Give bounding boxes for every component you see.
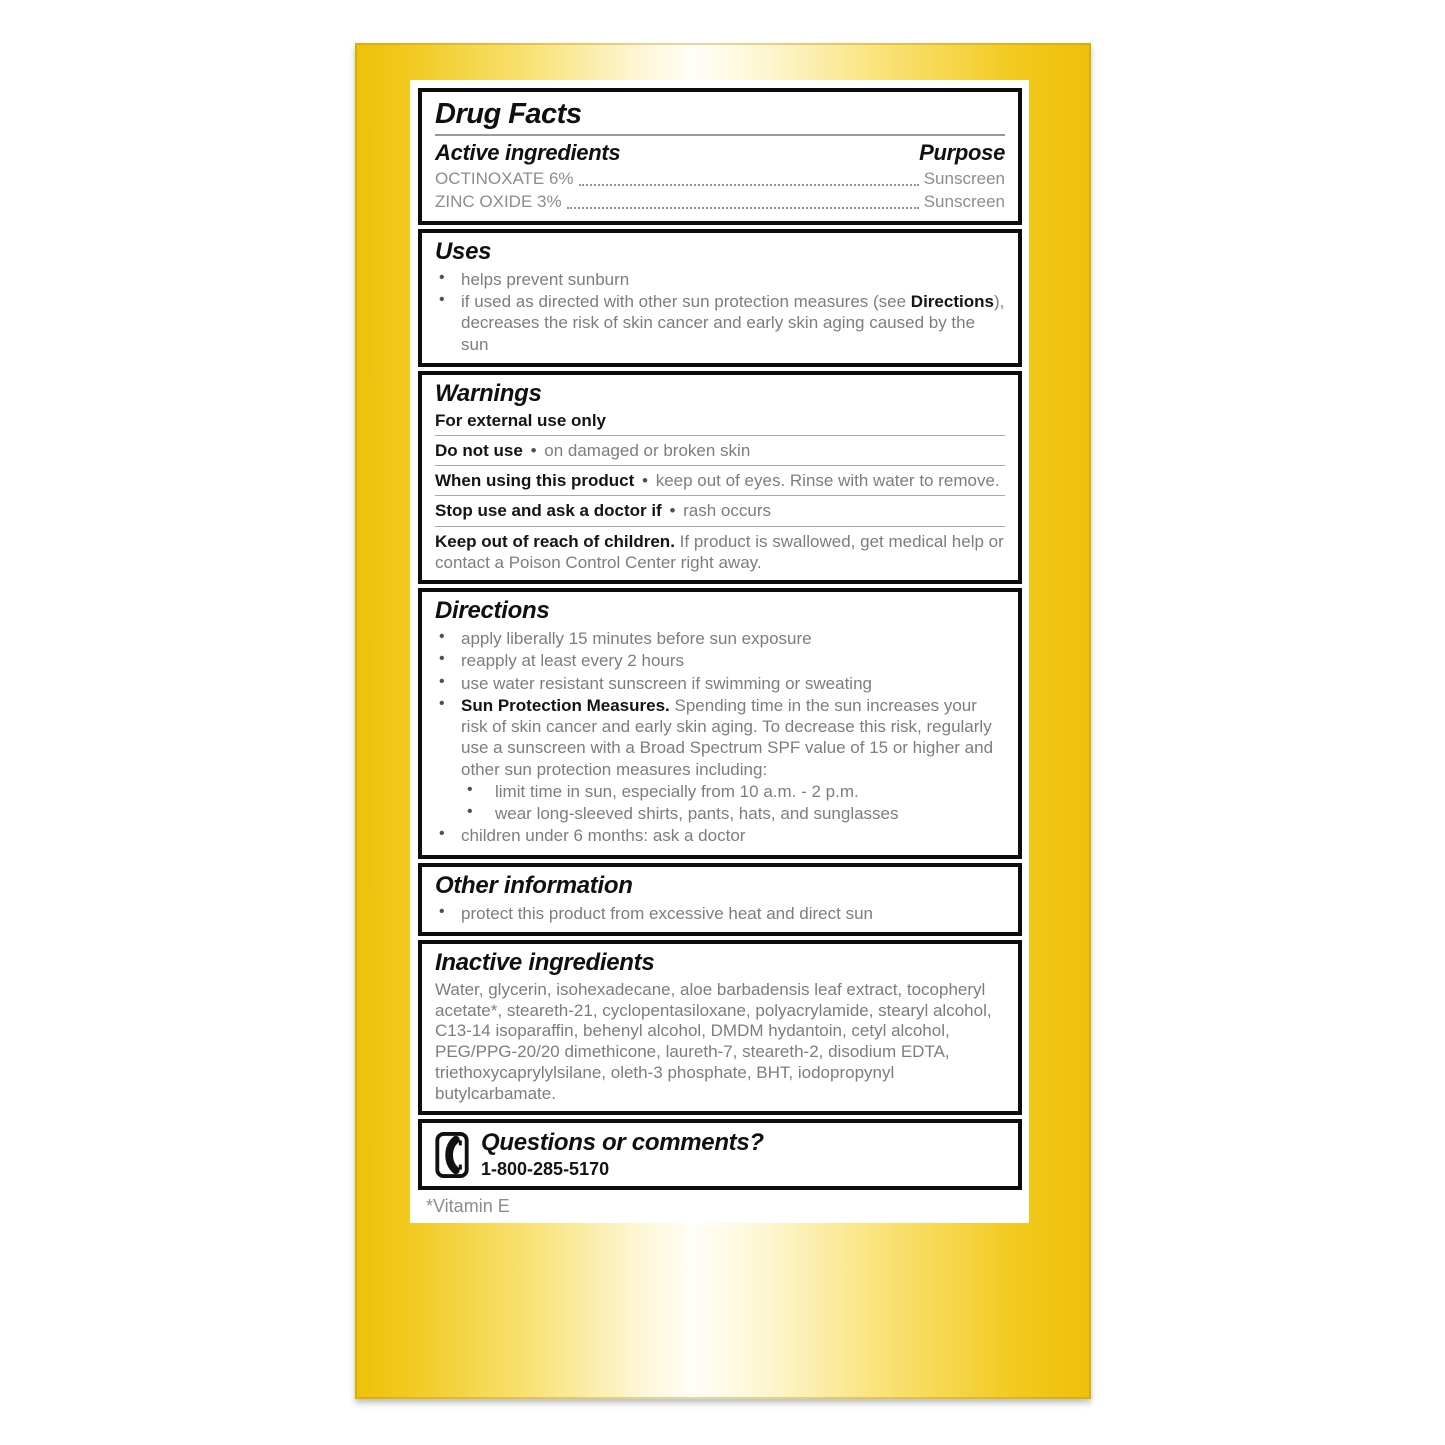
ingredient-purpose: Sunscreen [923,169,1005,188]
directions-bullet-2: reapply at least every 2 hours [461,651,685,671]
uses-heading: Uses [435,237,492,265]
bullet-glyph: • [642,471,648,491]
bullet-glyph: • [439,291,445,309]
warning-label: When using this product [435,471,635,491]
package-back-panel [355,43,1091,1399]
warning-row [435,470,1005,491]
inactive-ingredients-text: Water, glycerin, isohexadecane, aloe barbadensis leaf extract, tocopheryl acetate*, steareth-21, cyclopentasiloxane, polyacrylamide, stearyl alcohol, C13-14 isoparaffin, behenyl alcohol, DMDM hydantoin, cetyl alcohol, PEG/PPG-20/20 dimethicone, laureth-7, steareth-2, disodium EDTA, triethoxycaprylylsilane, oleth-3 phosphate, BHT, iodopropynyl butylcarbamate. [435,979,992,1103]
uses-bullet-2-post: ), decreases the risk of skin cancer and early skin aging caused by the sun [461,292,1005,354]
directions-bullet-4-text: Spending time in the sun increases your risk of skin cancer and early skin aging. To decrease this risk, regularly use a sunscreen with a Broad Spectrum SPF value of 15 or higher and other sun protection measures including: [461,695,994,779]
questions-text-block [481,1129,764,1180]
other-information-bullet-1: protect this product from excessive heat and direct sun [461,903,873,923]
divider [435,495,1005,496]
list-item [435,903,1005,924]
list-item [435,673,1005,694]
uses-bullet-1: helps prevent sunburn [461,269,630,289]
list-item [435,291,1005,355]
bullet-glyph: • [467,803,473,821]
bullet-glyph: • [439,628,445,646]
section-directions [418,588,1022,859]
vitamin-e-footnote: *Vitamin E [426,1196,510,1217]
dotted-leader [567,207,919,209]
section-other-information [418,863,1022,936]
list-item [435,650,1005,671]
inactive-ingredients-heading: Inactive ingredients [435,948,655,976]
phone-icon [435,1132,469,1178]
warning-row-keep-out-of-reach [435,531,1005,574]
divider [435,465,1005,466]
section-warnings [418,371,1022,584]
other-information-heading: Other information [435,871,633,899]
external-use-note: For external use only [435,410,606,430]
uses-bullet-2-bold: Directions [910,292,994,312]
active-ingredients-header-row [435,139,1005,168]
divider [435,435,1005,436]
drug-facts-title: Drug Facts [435,98,582,130]
uses-bullet-2 [461,291,1005,355]
section-uses [418,229,1022,367]
section-active-ingredients [418,88,1022,225]
bullet-glyph: • [439,825,445,843]
purpose-heading: Purpose [919,140,1005,165]
questions-phone-number: 1-800-285-5170 [481,1159,610,1180]
sub-list-item [463,803,1005,824]
divider [435,526,1005,527]
list-item [435,825,1005,846]
list-item [435,695,1005,780]
directions-bullet-4-bold: Sun Protection Measures. [461,695,670,715]
section-inactive-ingredients [418,940,1022,1115]
ingredient-row [435,191,1005,214]
ingredient-purpose: Sunscreen [923,191,1005,211]
warning-text: on damaged or broken skin [544,440,751,460]
bullet-glyph: • [530,440,537,460]
warning-label: Keep out of reach of children. [435,531,675,551]
bullet-glyph: • [439,694,445,712]
drug-facts-label [418,88,1022,1190]
warning-text: If product is swallowed, get medical help or contact a Poison Control Center right away. [435,531,1004,572]
warning-text: rash occurs [683,501,772,521]
active-ingredients-heading: Active ingredients [435,140,621,165]
directions-bullet-3: use water resistant sunscreen if swimming or sweating [461,673,872,693]
bullet-glyph: • [439,672,445,690]
uses-bullet-2-pre: if used as directed with other sun protection measures (see [461,292,911,312]
divider [435,134,1005,136]
warning-label: Do not use [435,440,523,460]
directions-sub-bullet-2: wear long-sleeved shirts, pants, hats, and sunglasses [495,804,899,824]
directions-sub-bullet-1: limit time in sun, especially from 10 a.m. - 2 p.m. [495,781,859,801]
directions-bullet-5: children under 6 months: ask a doctor [461,826,746,846]
list-item [435,628,1005,649]
list-item [435,269,1005,290]
warning-row [435,440,1005,461]
section-questions [418,1119,1022,1190]
warnings-heading: Warnings [435,379,542,407]
directions-bullet-1: apply liberally 15 minutes before sun exposure [461,629,812,649]
warning-text: keep out of eyes. Rinse with water to remove. [655,471,1000,491]
ingredient-name: ZINC OXIDE 3% [435,191,562,211]
ingredient-row [435,168,1005,191]
ingredient-name: OCTINOXATE 6% [435,169,574,188]
bullet-glyph: • [439,268,445,286]
bullet-glyph: • [439,902,445,920]
bullet-glyph: • [439,650,445,668]
sub-list-item [463,781,1005,802]
warning-label: Stop use and ask a doctor if [435,501,662,521]
dotted-leader [579,184,919,186]
directions-heading: Directions [435,597,550,625]
directions-bullet-4 [461,695,1005,780]
bullet-glyph: • [467,780,473,798]
label-sheet [410,80,1029,1223]
warning-row [435,500,1005,521]
questions-heading: Questions or comments? [481,1129,764,1157]
bullet-glyph: • [669,501,676,521]
